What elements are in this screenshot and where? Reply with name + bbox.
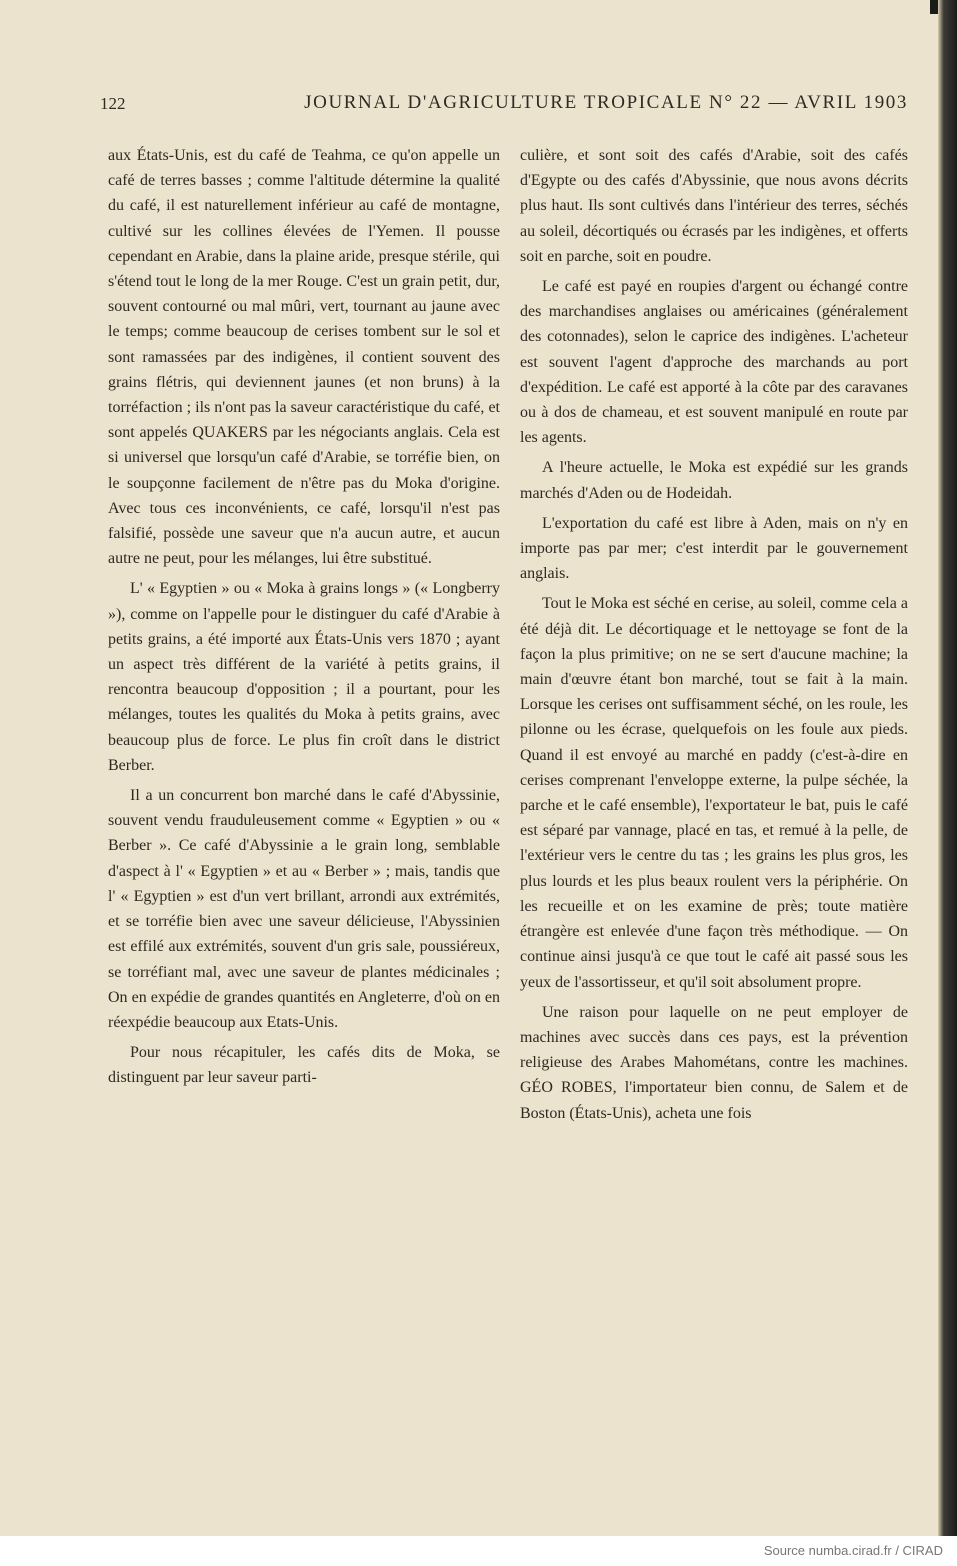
paragraph: Tout le Moka est séché en cerise, au soleil, comme cela a été déjà dit. Le décortiquage et le nettoyage se font de la façon la plus primitive; on ne se sert d'aucune machine; la main d'œuvre étant bon marché, tout se fait à la main. Lorsque les cerises ont suffisamment séché, on les roule, les pilonne ou les écrase, quelquefois on les foule aux pieds. Quand il est envoyé au marché en paddy (c'est-à-dire en cerises comprenant l'enveloppe externe, la pulpe séchée, la parche et le café ensemble), l'exportateur le bat, puis le café est séparé par vannage, placé en tas, et remué à la pelle, de l'extérieur vers le centre du tas ; les grains les plus gros, les plus lourds et les plus beaux roulent vers la périphérie. On les recueille et on les examine de près; toute matière étrangère est enlevée d'une façon très méthodique. — On continue ainsi jusqu'à ce que tout le café ait passé sous les yeux de l'assortisseur, et qu'il soit absolument propre. <box>520 595 908 991</box>
paragraph: L'exportation du café est libre à Aden, mais on n'y en importe pas par mer; c'est interdit par le gouvernement anglais. <box>520 514 908 583</box>
paragraph: Le café est payé en roupies d'argent ou échangé contre des marchandises anglaises ou américaines (généralement des cotonnades), selon le caprice des indigènes. L'acheteur est souvent l'agent d'approche des marchands au port d'expédition. Le café est apporté à la côte par des caravanes ou à dos de chameau, et est souvent manipulé en route par les agents. <box>520 278 908 447</box>
right-column <box>520 143 908 1131</box>
binding-edge <box>938 0 957 1536</box>
paragraph: culière, et sont soit des cafés d'Arabie, soit des cafés d'Egypte ou des cafés d'Abyssinie, que nous avons décrits plus haut. Ils sont cultivés dans l'intérieur des terres, séchés au soleil, décortiqués ou écrasés par les indigènes, et offerts soit en parche, soit en poudre. <box>520 147 908 265</box>
running-head: JOURNAL D'AGRICULTURE TROPICALE N° 22 — AVRIL 1903 <box>304 92 908 113</box>
page-header <box>100 92 908 124</box>
page-number: 122 <box>100 94 126 113</box>
paragraph: A l'heure actuelle, le Moka est expédié sur les grands marchés d'Aden ou de Hodeidah. <box>520 459 908 502</box>
paragraph: aux États-Unis, est du café de Teahma, ce qu'on appelle un café de terres basses ; comme l'altitude détermine la qualité du café, il est naturellement inférieur au café de montagne, cultivé sur les collines élevées de l'Yemen. Il pousse cependant en Arabie, dans la plaine aride, presque stérile, qui s'étend tout le long de la mer Rouge. C'est un grain petit, dur, souvent contourné ou mal mûri, vert, tournant au jaune avec le temps; comme beaucoup de cerises tombent sur le sol et sont ramassées par des indigènes, il contient souvent des grains flétris, qui deviennent jaunes (et non bruns) à la torréfaction ; ils n'ont pas la saveur caractéristique du café, et sont appelés QUAKERS par les négociants anglais. Cela est si universel que lorsqu'un café d'Arabie, se torréfie bien, on le soupçonne facilement de n'être pas du Moka d'origine. Avec tous ces inconvénients, ce café, lorsqu'il n'est pas falsifié, possède une saveur que n'a aucun autre, et aucun autre ne peut, pour les mélanges, lui être substitué. <box>108 147 500 568</box>
source-credit: Source numba.cirad.fr / CIRAD <box>763 1543 943 1558</box>
paragraph: Il a un concurrent bon marché dans le café d'Abyssinie, souvent vendu frauduleusement comme « Egyptien » ou « Berber ». Ce café d'Abyssinie a le grain long, semblable d'aspect à l' « Egyptien » et au « Berber » ; mais, tandis que l' « Egyptien » est d'un vert brillant, arrondi aux extrémités, et se torréfie bien avec une saveur délicieuse, l'Abyssinien est effilé aux extrémités, souvent d'un gris sale, poussiéreux, se torréfiant mal, avec une saveur de plantes médicinales ; On en expédie de grandes quantités en Angleterre, d'où on en réexpédie beaucoup aux Etats-Unis. <box>108 787 500 1031</box>
left-column <box>108 143 500 1096</box>
paragraph: Une raison pour laquelle on ne peut employer de machines avec succès dans ces pays, est la prévention religieuse des Arabes Mahométans, contre les machines. GÉO ROBES, l'importateur bien connu, de Salem et de Boston (États-Unis), acheta une fois <box>520 1003 908 1122</box>
paragraph: L' « Egyptien » ou « Moka à grains longs » (« Longberry »), comme on l'appelle pour le distinguer du café d'Arabie à petits grains, a été importé aux États-Unis vers 1870 ; ayant un aspect très différent de la variété à petits grains, il rencontra beaucoup d'opposition ; il a pourtant, pour les mélanges, toutes les qualités du Moka à petits grains, avec beaucoup plus de force. Le plus fin croît dans le district Berber. <box>108 580 500 774</box>
paragraph: Pour nous récapituler, les cafés dits de Moka, se distinguent par leur saveur parti- <box>108 1044 500 1087</box>
